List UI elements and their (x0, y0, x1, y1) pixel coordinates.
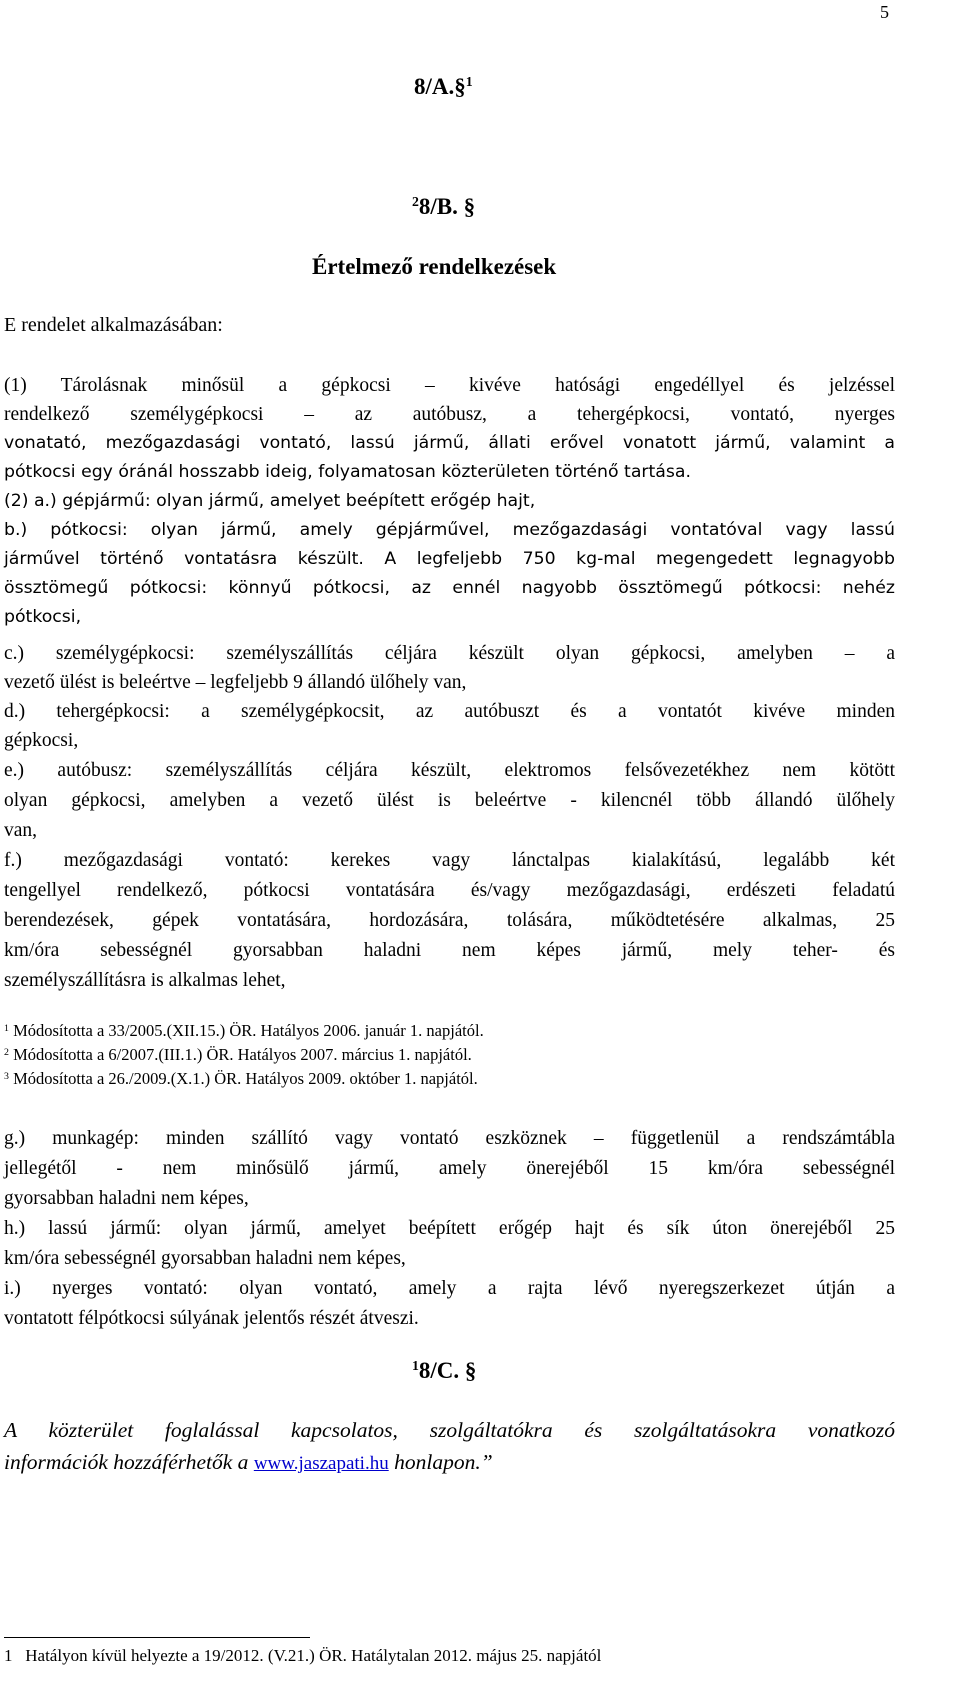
page-number: 5 (880, 2, 889, 22)
footnote-text: Hatályon kívül helyezte a 19/2012. (V.21.) ÖR. Hatálytalan 2012. május 25. napjától (25, 1646, 602, 1665)
footnote (4, 1044, 472, 1066)
italic-text: információk hozzáférhetők a (4, 1450, 249, 1474)
body-line: személyszállításra is alkalmas lehet, (4, 970, 286, 991)
body-line: b.) pótkocsi: olyan jármű, amely gépjárművel, mezőgazdasági vontatóval vagy lassú (4, 520, 895, 540)
section-8b-footnote-ref: 2 (412, 194, 419, 210)
body-line: össztömegű pótkocsi: könnyű pótkocsi, az ennél nagyobb össztömegű pótkocsi: nehéz (4, 578, 895, 598)
body-line: olyan gépkocsi, amelyben a vezető ülést is beleértve - kilencnél több állandó ülőhely (4, 790, 895, 811)
body-line: (2) a.) gépjármű: olyan jármű, amelyet beépített erőgép hajt, (4, 491, 536, 511)
intro-text: E rendelet alkalmazásában: (4, 314, 223, 336)
section-8b-title: 8/B. (418, 194, 458, 219)
body-line: gépkocsi, (4, 730, 79, 751)
body-line: vonatató, mezőgazdasági vontató, lassú jármű, állati erővel vonatott jármű, valamint a (4, 433, 895, 453)
section-8a-sign: § (454, 74, 466, 99)
body-line: f.) mezőgazdasági vontató: kerekes vagy lánctalpas kialakítású, legalább két (4, 850, 895, 871)
body-line: h.) lassú jármű: olyan jármű, amelyet beépített erőgép hajt és sík úton önerejéből 25 (4, 1218, 895, 1239)
body-line: km/óra sebességnél gyorsabban haladni nem képes jármű, mely teher- és (4, 940, 895, 961)
section-8a-heading (414, 74, 473, 100)
footnote (4, 1068, 478, 1090)
body-line: tengellyel rendelkező, pótkocsi vontatására és/vagy mezőgazdasági, erdészeti feladatú (4, 880, 895, 901)
italic-text: honlapon.” (394, 1450, 493, 1474)
footnote-text: Módosította a 6/2007.(III.1.) ÖR. Hatályos 2007. március 1. napjától. (13, 1045, 472, 1064)
body-line: km/óra sebességnél gyorsabban haladni nem képes, (4, 1248, 406, 1269)
body-line: vontatott félpótkocsi súlyának jelentős részét átveszi. (4, 1308, 419, 1329)
italic-line: A közterület foglalással kapcsolatos, szolgáltatókra és szolgáltatásokra vonatkozó (4, 1418, 895, 1442)
footnote-text: Módosította a 26./2009.(X.1.) ÖR. Hatályos 2009. október 1. napjától. (13, 1069, 478, 1088)
footnote-number: 1 (4, 1646, 13, 1665)
body-line: g.) munkagép: minden szállító vagy vontató eszköznek – függetlenül a rendszámtábla (4, 1128, 895, 1149)
body-line: jellegétől - nem minősülő jármű, amely önerejéből 15 km/óra sebességnél (4, 1158, 895, 1179)
footnote-text: Módosította a 33/2005.(XII.15.) ÖR. Hatályos 2006. január 1. napjától. (13, 1021, 484, 1040)
body-line: járművel történő vontatásra készült. A legfeljebb 750 kg-mal megengedett legnagyobb (4, 549, 895, 569)
body-line: berendezések, gépek vontatására, hordozására, tolására, működtetésére alkalmas, 25 (4, 910, 895, 931)
italic-line (4, 1450, 493, 1475)
body-line: pótkocsi egy óránál hosszabb ideig, folyamatosan közterületen történő tartása. (4, 462, 691, 482)
body-line: c.) személygépkocsi: személyszállítás céljára készült olyan gépkocsi, amelyben – a (4, 643, 895, 664)
section-8c-footnote-ref: 1 (412, 1358, 419, 1374)
section-8b-heading (412, 194, 475, 220)
section-8b-sign: § (463, 194, 476, 219)
section-8c-sign: § (464, 1358, 477, 1383)
footnote-number: 3 (4, 1070, 9, 1082)
body-line: rendelkező személygépkocsi – az autóbusz, a tehergépkocsi, vontató, nyerges (4, 404, 895, 425)
body-line: pótkocsi, (4, 607, 82, 627)
footnote (4, 1645, 601, 1667)
body-line: vezető ülést is beleértve – legfeljebb 9 állandó ülőhely van, (4, 672, 467, 693)
body-line: i.) nyerges vontató: olyan vontató, amely a rajta lévő nyeregszerkezet útján a (4, 1278, 895, 1299)
section-8a-footnote-ref: 1 (465, 74, 473, 90)
section-8b-subtitle: Értelmező rendelkezések (312, 254, 557, 279)
footnote (4, 1020, 484, 1042)
body-line: (1) Tárolásnak minősül a gépkocsi – kivéve hatósági engedéllyel és jelzéssel (4, 375, 895, 396)
footnote-number: 1 (4, 1022, 9, 1034)
body-line: d.) tehergépkocsi: a személygépkocsit, az autóbuszt és a vontatót kivéve minden (4, 701, 895, 722)
footnote-number: 2 (4, 1046, 9, 1058)
section-8c-heading (412, 1358, 476, 1384)
footnote-separator (4, 1637, 310, 1638)
website-link[interactable]: www.jaszapati.hu (253, 1453, 389, 1474)
body-line: van, (4, 820, 38, 841)
body-line: e.) autóbusz: személyszállítás céljára készült, elektromos felsővezetékhez nem kötött (4, 760, 895, 781)
section-8c-title: 8/C. (418, 1358, 460, 1383)
section-8a-title: 8/A. (414, 74, 455, 99)
body-line: gyorsabban haladni nem képes, (4, 1188, 249, 1209)
